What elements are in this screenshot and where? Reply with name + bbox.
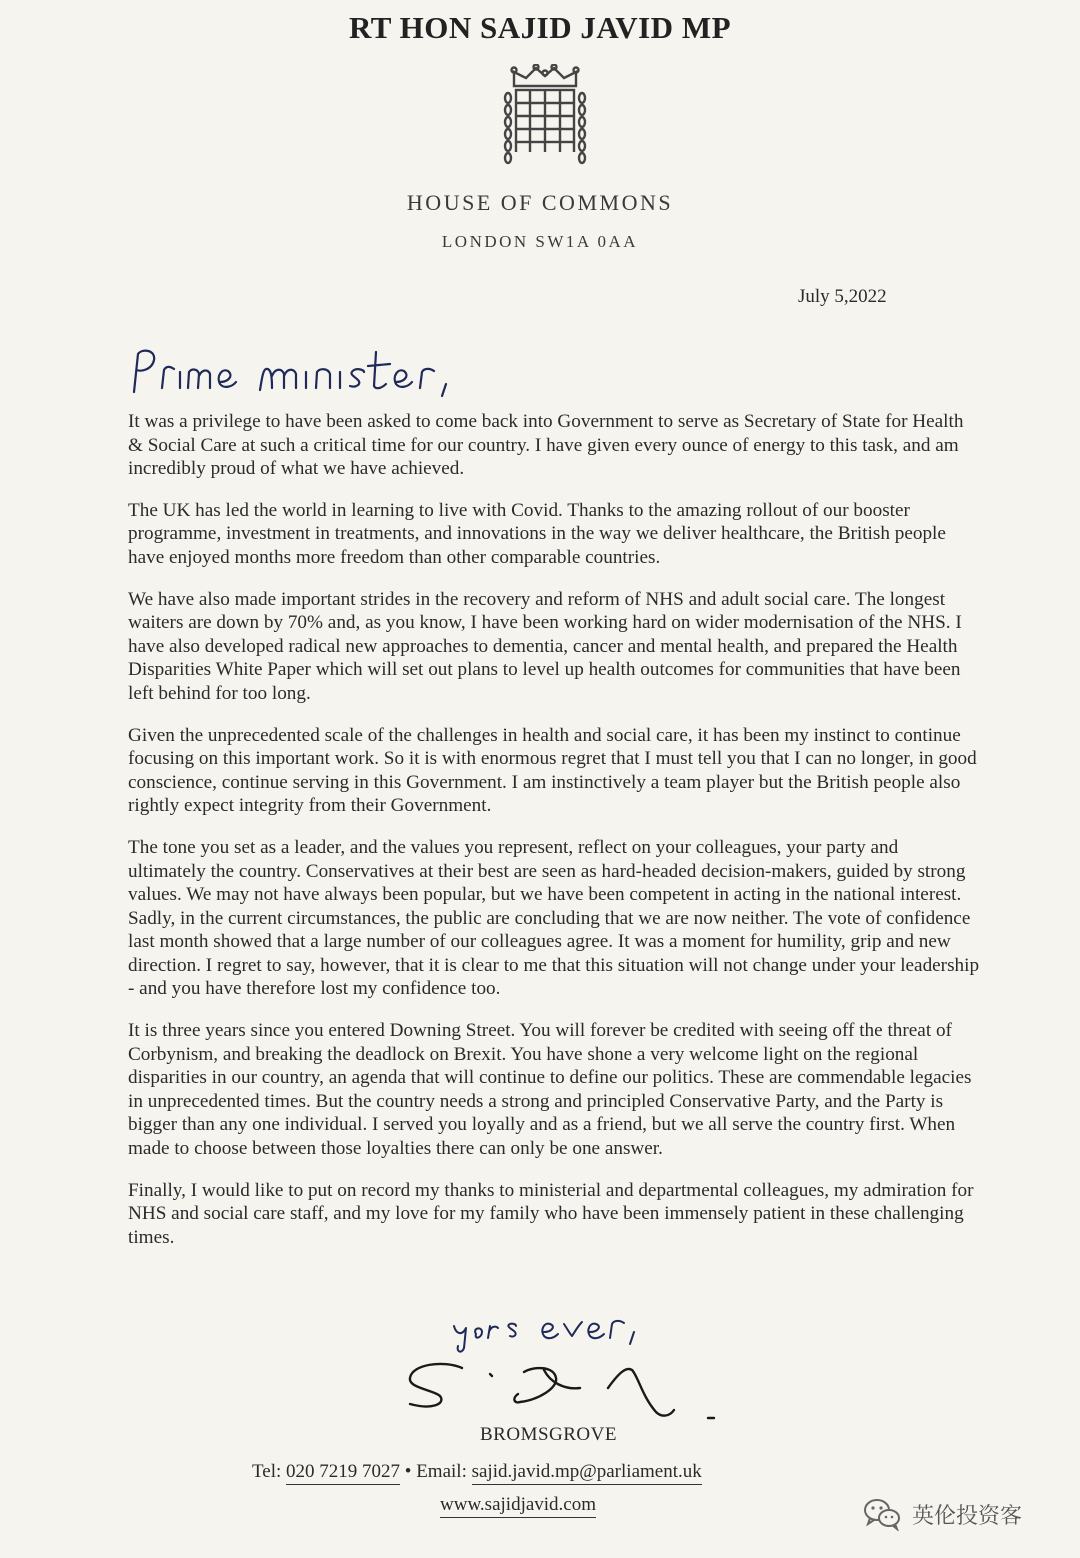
handwritten-signoff bbox=[448, 1312, 668, 1356]
tel-label: Tel: bbox=[252, 1461, 282, 1482]
paragraph: The tone you set as a leader, and the values you represent, reflect on your colleagues, your party and ultimately the country. Conservatives at their best are seen as hard-headed decision-makers, guided by strong values. We may not have always been popular, but we have been competent in acting in the national interest. Sadly, in the current circumstances, the public are concluding that we are now neither. The vote of confidence last month showed that a large number of our colleagues agree. It was a moment for humility, grip and new direction. I regret to say, however, that it is clear to me that this situation will not change under your leadership - and you have therefore lost my confidence too. bbox=[128, 836, 980, 1000]
letterhead-address: LONDON SW1A 0AA bbox=[441, 232, 639, 251]
paragraph: Given the unprecedented scale of the challenges in health and social care, it has been my instinct to continue focusing on this important work. So it is with enormous regret that I must tell you that I can no longer, in good conscience, continue serving in this Government. I am instinctively a team player but the British people also rightly expect integrity from their Government. bbox=[128, 724, 977, 817]
paragraph: It was a privilege to have been asked to come back into Government to serve as Secretary of State for Health & Social Care at such a critical time for our country. I have given every ounce of energy to this task, and am incredibly proud of what we have achieved. bbox=[128, 411, 964, 480]
letter-date: July 5,2022 bbox=[798, 286, 887, 307]
email-label: Email: bbox=[416, 1461, 467, 1482]
separator: • bbox=[404, 1461, 412, 1482]
portcullis-icon bbox=[500, 64, 590, 166]
contact-line bbox=[252, 1461, 702, 1483]
letter-body bbox=[128, 410, 980, 1267]
paragraph: Finally, I would like to put on record my thanks to ministerial and departmental colleagues, my admiration for NHS and social care staff, and my love for my family who have been immensely patient in these challenging times. bbox=[128, 1179, 974, 1248]
signature bbox=[404, 1354, 734, 1434]
constituency bbox=[0, 1424, 1080, 1446]
paragraph: It is three years since you entered Downing Street. You will forever be credited with seeing off the threat of Corbynism, and breaking the deadlock on Brexit. You have shone a very welcome light on the regional disparities in our country, an agenda that will continue to define our politics. These are commendable legacies in unprecedented times. But the country needs a strong and principled Conservative Party, and the Party is bigger than any one individual. I served you loyally and as a friend, but we all serve the country first. When made to choose between those loyalties there can only be one answer. bbox=[128, 1020, 972, 1160]
paragraph: We have also made important strides in the recovery and reform of NHS and adult social care. The longest waiters are down by 70% and, as you know, I have been working hard on wider modernisation of the NHS. I have also developed radical new approaches to dementia, cancer and mental health, and prepared the Health Disparities White Paper which will set out plans to level up health outcomes for communities that have been left behind for too long. bbox=[128, 588, 962, 704]
watermark-text: 英伦投资客 bbox=[912, 1503, 1023, 1529]
institution-name: HOUSE OF COMMONS bbox=[406, 190, 674, 215]
wechat-icon bbox=[862, 1497, 902, 1531]
handwritten-greeting bbox=[128, 342, 488, 402]
phone-link[interactable]: 020 7219 7027 bbox=[286, 1461, 400, 1485]
paragraph: The UK has led the world in learning to live with Covid. Thanks to the amazing rollout of our booster programme, investment in treatments, and innovations in the way we deliver healthcare, the British people have enjoyed months more freedom than other comparable countries. bbox=[128, 499, 946, 568]
website-link[interactable]: www.sajidjavid.com bbox=[440, 1494, 596, 1518]
email-link[interactable]: sajid.javid.mp@parliament.uk bbox=[472, 1461, 702, 1485]
constituency-label: BROMSGROVE bbox=[480, 1424, 617, 1445]
watermark bbox=[862, 1494, 1022, 1534]
letterhead-name: RT HON SAJID JAVID MP bbox=[348, 10, 732, 45]
